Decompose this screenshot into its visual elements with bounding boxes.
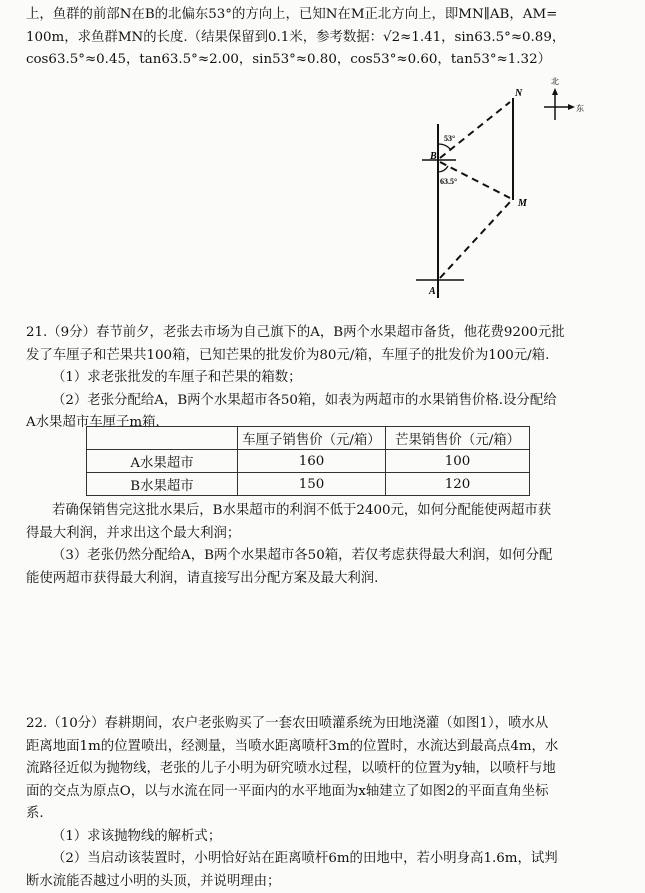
q20-line-1: 上，鱼群的前部N在B的北偏东53°的方向上，已知N在M正北方向上，即MN∥AB，AM= <box>26 4 622 27</box>
table-header-row <box>87 427 530 450</box>
east-arrow-icon <box>568 104 575 110</box>
q22-line-4: 面的交点为原点O，以与水流在同一平面内的水平地面为x轴建立了如图2的平面直角坐标 <box>26 781 622 804</box>
north-arrow-icon <box>552 88 558 95</box>
q22-part-2-line-2: 断水流能否越过小明的头顶，并说明理由； <box>26 871 622 893</box>
geometry-diagram <box>400 72 640 307</box>
question-21-continued <box>26 500 622 590</box>
label-a: A <box>428 286 436 297</box>
q21-after-table-line-1: 若确保销售完这批水果后，B水果超市的利润不低于2400元，如何分配能使两超市获 <box>26 500 622 523</box>
q21-part-3-line-2: 能使两超市获得最大利润，请直接写出分配方案及最大利润. <box>26 568 622 591</box>
angle-arc-top <box>438 144 451 150</box>
table-row <box>87 473 530 496</box>
label-angle-53: 53° <box>444 134 455 143</box>
q20-line-3: cos63.5°≈0.45，tan63.5°≈2.00，sin53°≈0.80，cos53°≈0.60，tan53°≈1.32） <box>26 49 622 72</box>
table-header-mango: 芒果销售价（元/箱） <box>386 427 530 450</box>
q21-line-2: 发了车厘子和芒果共100箱，已知芒果的批发价为80元/箱，车厘子的批发价为100元/箱. <box>26 345 622 368</box>
q22-line-2: 距离地面1m的位置喷出，经测量，当喷水距离喷杆3m的位置时，水流达到最高点4m，水 <box>26 736 622 759</box>
q22-line-3: 流路径近似为抛物线，老张的儿子小明为研究喷水过程，以喷杆的位置为y轴，以喷杆与地 <box>26 758 622 781</box>
question-22-text <box>26 713 622 893</box>
q22-part-1: （1）求该抛物线的解析式； <box>26 826 622 849</box>
cell-a-cherry: 160 <box>238 450 386 473</box>
q21-after-table-line-2: 得最大利润，并求出这个最大利润； <box>26 523 622 546</box>
label-b: B <box>429 151 437 162</box>
question-21-text <box>26 322 622 435</box>
table-row <box>87 450 530 473</box>
compass-east-label: 东 <box>576 103 584 113</box>
table-header-cherry: 车厘子销售价（元/箱） <box>238 427 386 450</box>
dashed-am <box>440 202 510 278</box>
geometry-figure <box>400 72 640 307</box>
angle-arc-bottom <box>438 166 448 172</box>
q22-line-5: 系. <box>26 803 622 826</box>
q21-part-2-line-2: A水果超市车厘子m箱. <box>26 412 622 435</box>
row-label-b: B水果超市 <box>87 473 238 496</box>
cell-b-cherry: 150 <box>238 473 386 496</box>
compass-north-label: 北 <box>551 76 559 86</box>
q21-part-1: （1）求老张批发的车厘子和芒果的箱数； <box>26 367 622 390</box>
row-label-a: A水果超市 <box>87 450 238 473</box>
cell-a-mango: 100 <box>386 450 530 473</box>
label-n: N <box>514 88 523 99</box>
label-m: M <box>517 198 528 209</box>
q21-part-3-line-1: （3）老张仍然分配给A，B两个水果超市各50箱，若仅考虑获得最大利润，如何分配 <box>26 545 622 568</box>
question-20-text <box>26 4 622 72</box>
q21-line-1: 21.（9分）春节前夕，老张去市场为自己旗下的A，B两个水果超市备货，他花费9200元批 <box>26 322 622 345</box>
q21-part-2-line-1: （2）老张分配给A，B两个水果超市各50箱，如表为两超市的水果销售价格.设分配给 <box>26 390 622 413</box>
q22-line-1: 22.（10分）春耕期间，农户老张购买了一套农田喷灌系统为田地浇灌（如图1），喷水从 <box>26 713 622 736</box>
label-angle-63: 63.5° <box>440 177 457 186</box>
q22-part-2-line-1: （2）当启动该装置时，小明恰好站在距离喷杆6m的田地中，若小明身高1.6m，试判 <box>26 848 622 871</box>
cell-b-mango: 120 <box>386 473 530 496</box>
table-header-blank <box>87 427 238 450</box>
price-table <box>86 426 530 496</box>
q20-line-2: 100m，求鱼群MN的长度.（结果保留到0.1米，参考数据：√2≈1.41，sin63.5°≈0.89， <box>26 27 622 50</box>
